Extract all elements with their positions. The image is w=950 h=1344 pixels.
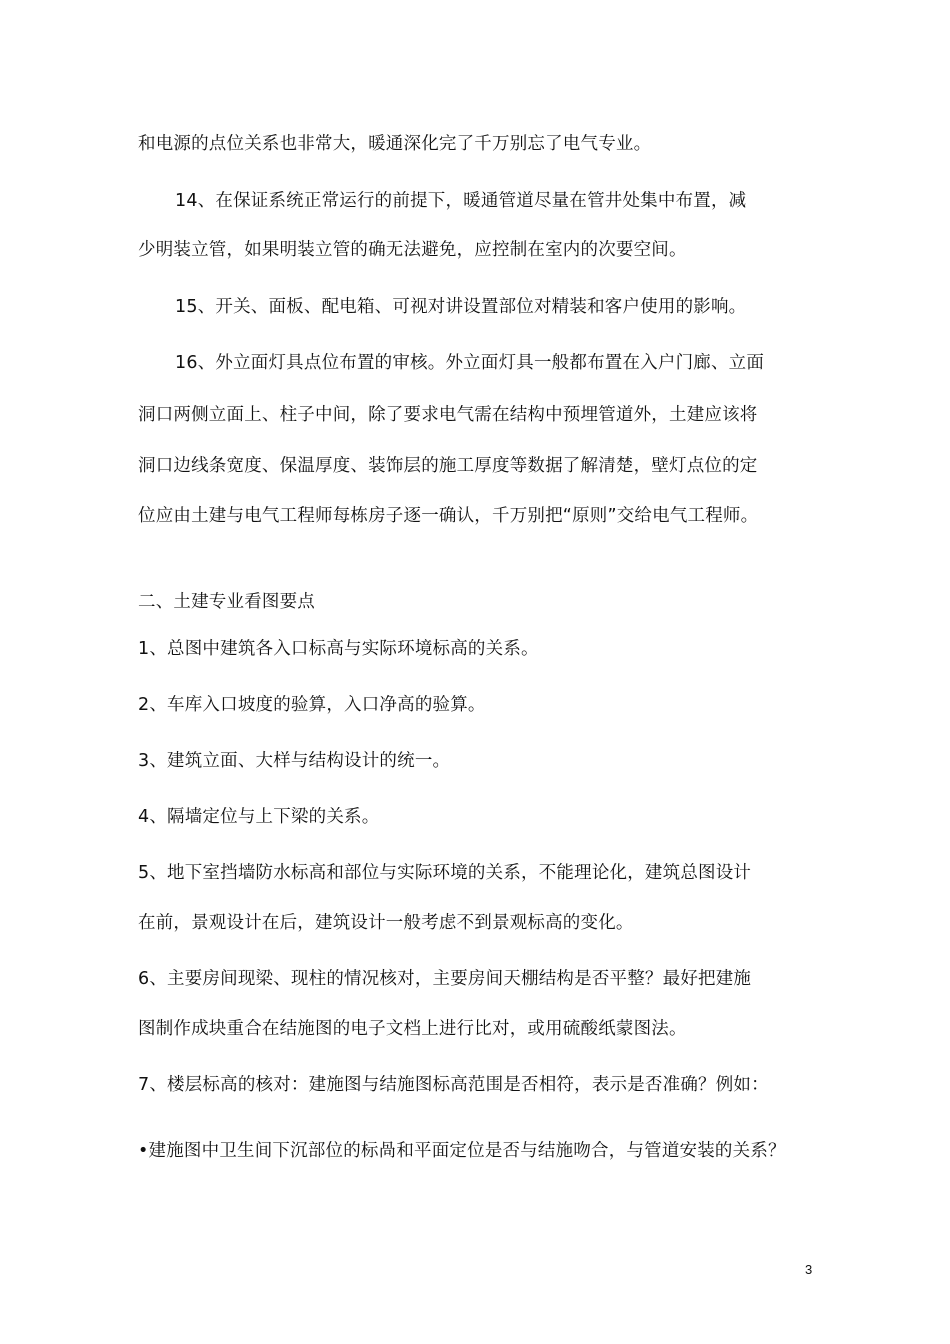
text-line: 14、在保证系统正常运行的前提下，暖通管道尽量在管井处集中布置，减 — [175, 191, 747, 211]
text-line: 6、主要房间现梁、现柱的情况核对，主要房间天棚结构是否平整？最好把建施 — [138, 969, 752, 989]
bullet-item: •建施图中卫生间下沉部位的标咼和平面定位是否与结施吻合，与管道安装的关系？ — [138, 1141, 786, 1161]
text-line: 1、总图中建筑各入口标高与实际环境标高的关系。 — [138, 639, 539, 659]
text-line: 在前，景观设计在后，建筑设计一般考虑不到景观标高的变化。 — [138, 913, 634, 933]
text-line: 2、车库入口坡度的验算，入口净高的验算。 — [138, 695, 486, 715]
section-heading: 二、土建专业看图要点 — [138, 592, 315, 612]
text-line: 16、外立面灯具点位布置的审核。外立面灯具一般都布置在入户门廊、立面 — [175, 353, 765, 373]
text-line: 洞口两侧立面上、柱子中间，除了要求电气需在结构中预埋管道外，土建应该将 — [138, 405, 758, 425]
text-line: 3、建筑立面、大样与结构设计的统一。 — [138, 751, 451, 771]
text-line: 7、楼层标高的核对：建施图与结施图标高范围是否相符，表示是否准确？例如： — [138, 1075, 769, 1095]
page-number: 3 — [805, 1262, 813, 1277]
text-line: 15、开关、面板、配电箱、可视对讲设置部位对精装和客户使用的影响。 — [175, 297, 747, 317]
text-line: 5、地下室挡墙防水标高和部位与实际环境的关系，不能理论化，建筑总图设计 — [138, 863, 752, 883]
text-line: 位应由土建与电气工程师每栋房子逐一确认，千万别把“原则”交给电气工程师。 — [138, 506, 759, 526]
text-line: 和电源的点位关系也非常大，暖通深化完了千万别忘了电气专业。 — [138, 134, 652, 154]
text-line: 少明装立管，如果明装立管的确无法避免，应控制在室内的次要空间。 — [138, 240, 687, 260]
text-line: 4、隔墙定位与上下梁的关系。 — [138, 807, 380, 827]
text-line: 图制作成块重合在结施图的电子文档上进行比对，或用硫酸纸蒙图法。 — [138, 1019, 687, 1039]
text-line: 洞口边线条宽度、保温厚度、装饰层的施工厚度等数据了解清楚，壁灯点位的定 — [138, 456, 758, 476]
